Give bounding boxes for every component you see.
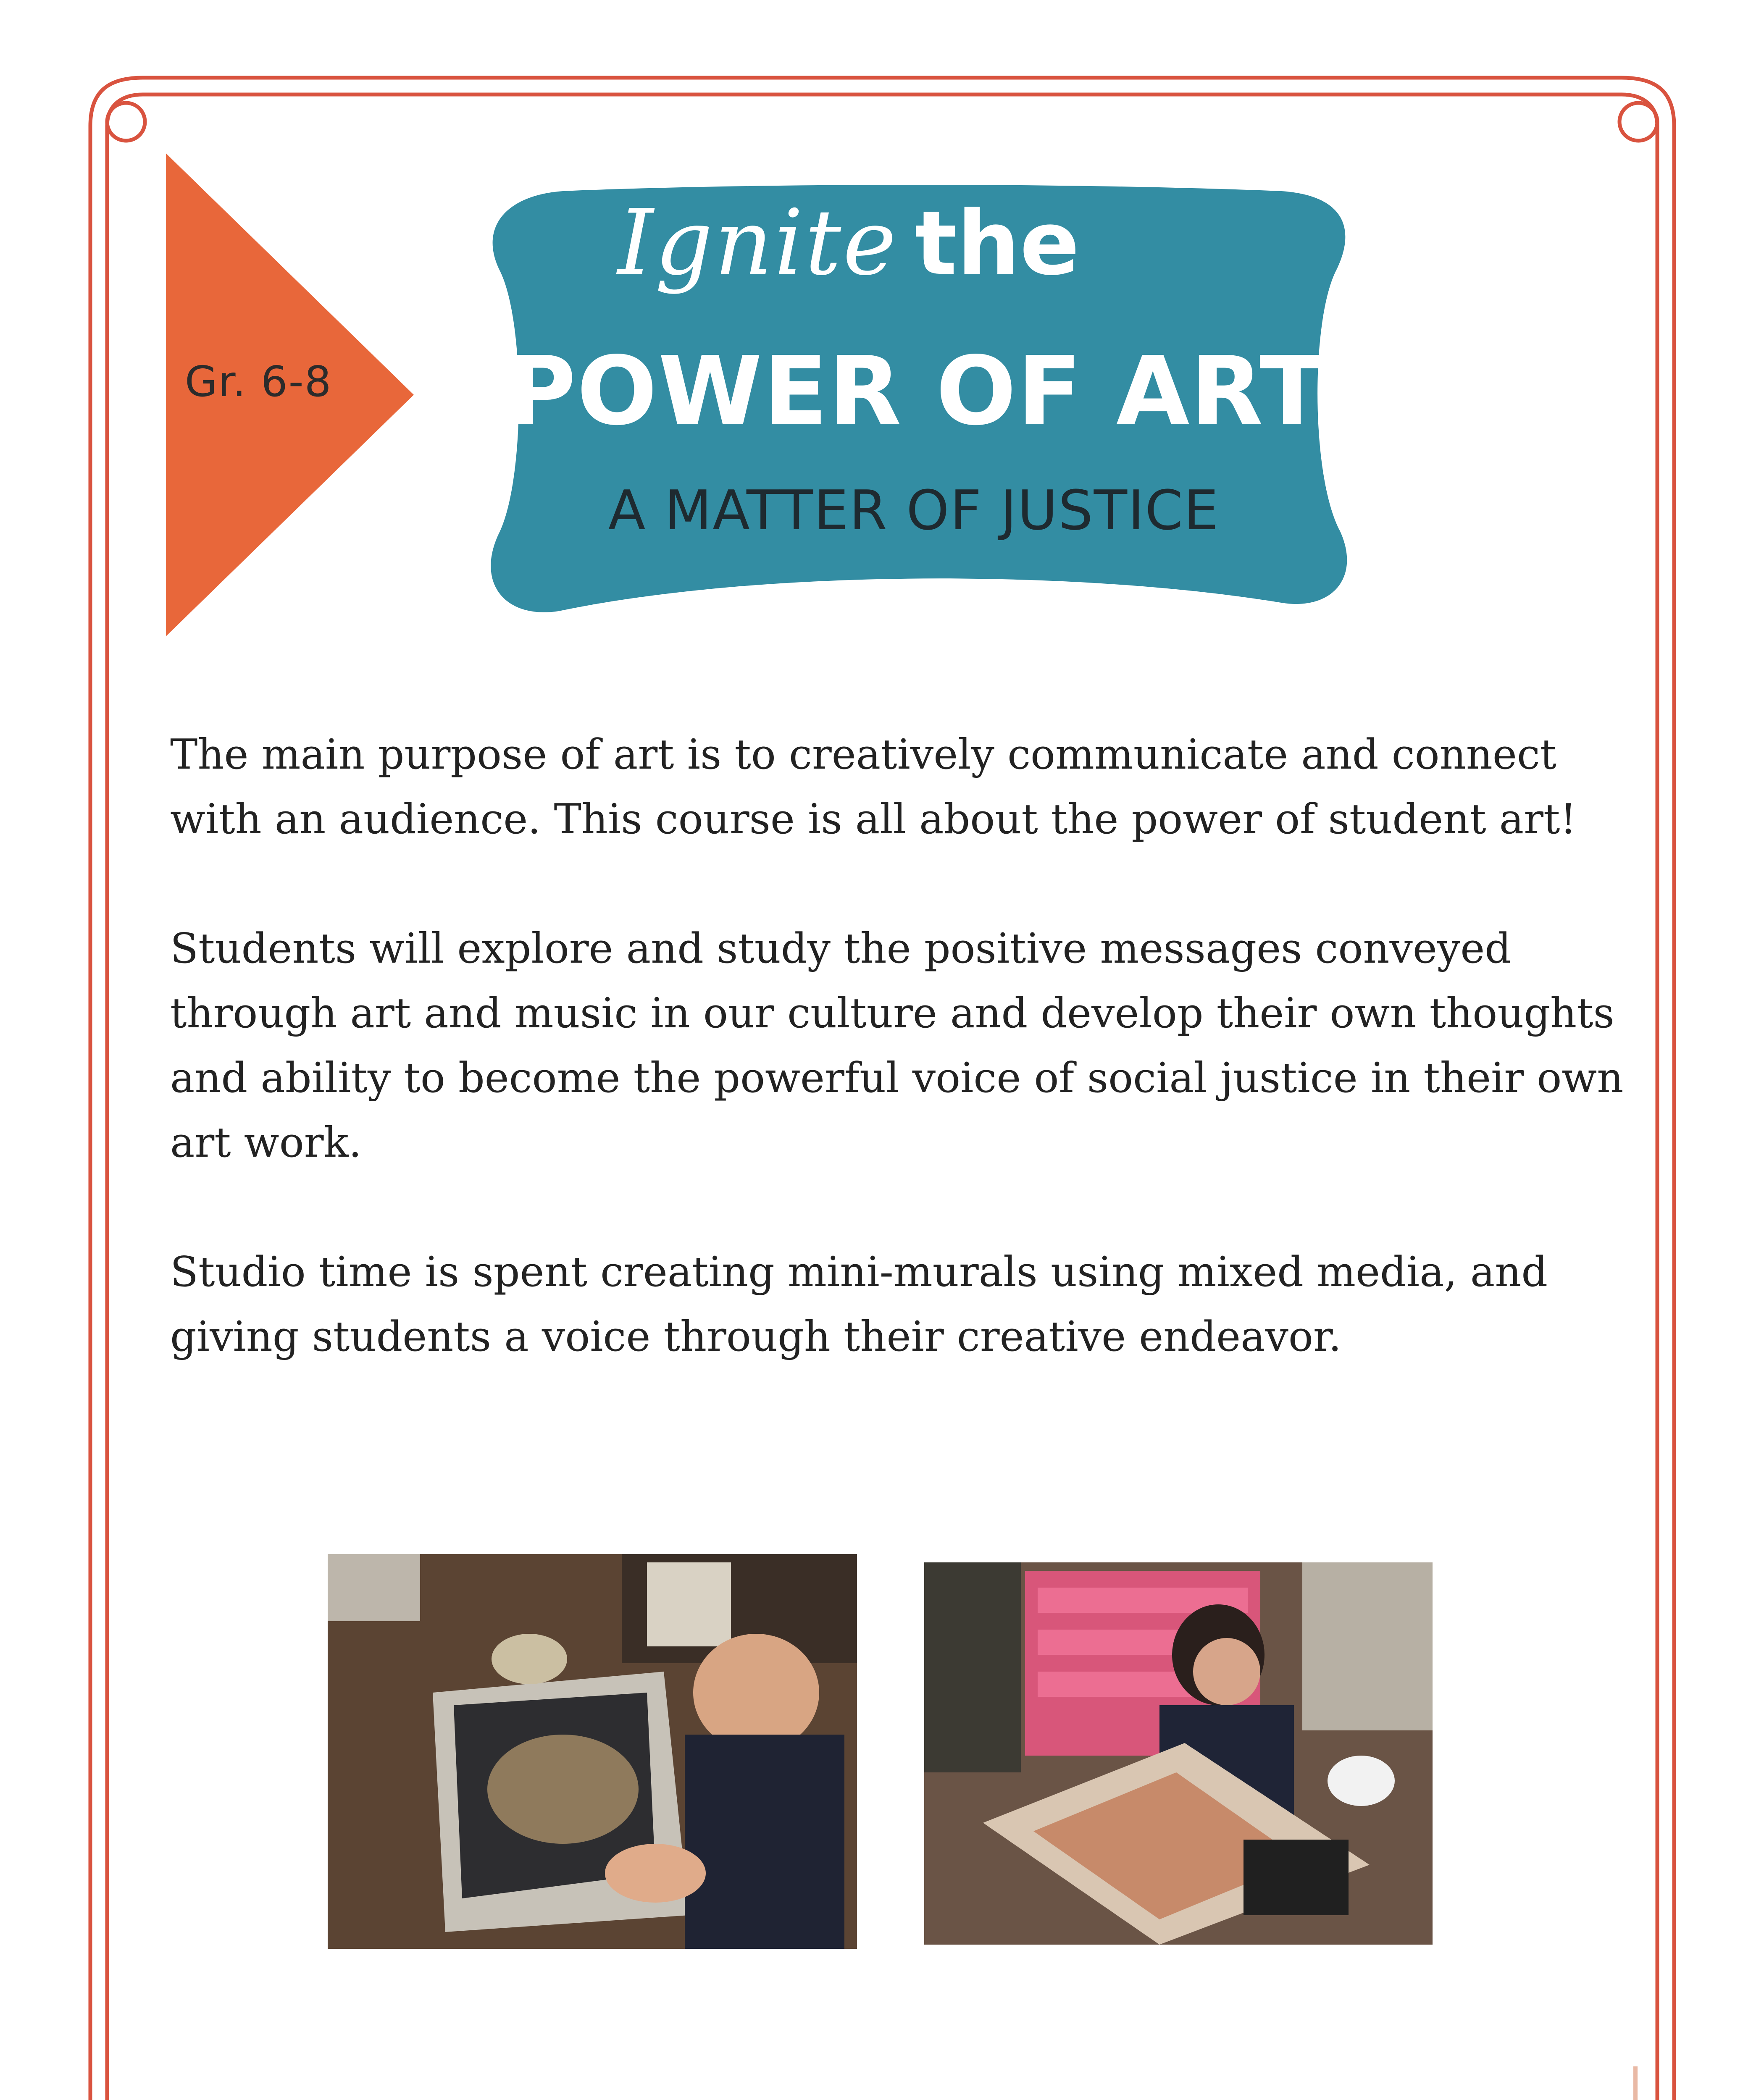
title-main: POWER OF ART [507, 336, 1325, 446]
corner-accent-vertical [1633, 2066, 1638, 2100]
course-description [170, 722, 1632, 1434]
title-line-one [534, 190, 1164, 295]
grade-label: Gr. 6-8 [185, 357, 332, 406]
photo-student-mixed-media-mural [924, 1562, 1433, 1945]
title-script-word: Ignite [618, 190, 898, 295]
title-subtitle: A MATTER OF JUSTICE [608, 478, 1220, 542]
paragraph-explore: Students will explore and study the positive messages conveyed through art and music in our culture and develop their own thoughts and ability to become the powerful voice of social justice in their own art work. [170, 925, 1624, 1167]
title-article: the [915, 192, 1080, 295]
paragraph-studio: Studio time is spent creating mini-murals using mixed media, and giving students a voice through their creative endeavor. [170, 1248, 1548, 1361]
photo-student-collage-mural [328, 1554, 857, 1949]
paragraph-purpose: The main purpose of art is to creatively communicate and connect with an audience. This course is all about the power of student art! [170, 731, 1577, 843]
